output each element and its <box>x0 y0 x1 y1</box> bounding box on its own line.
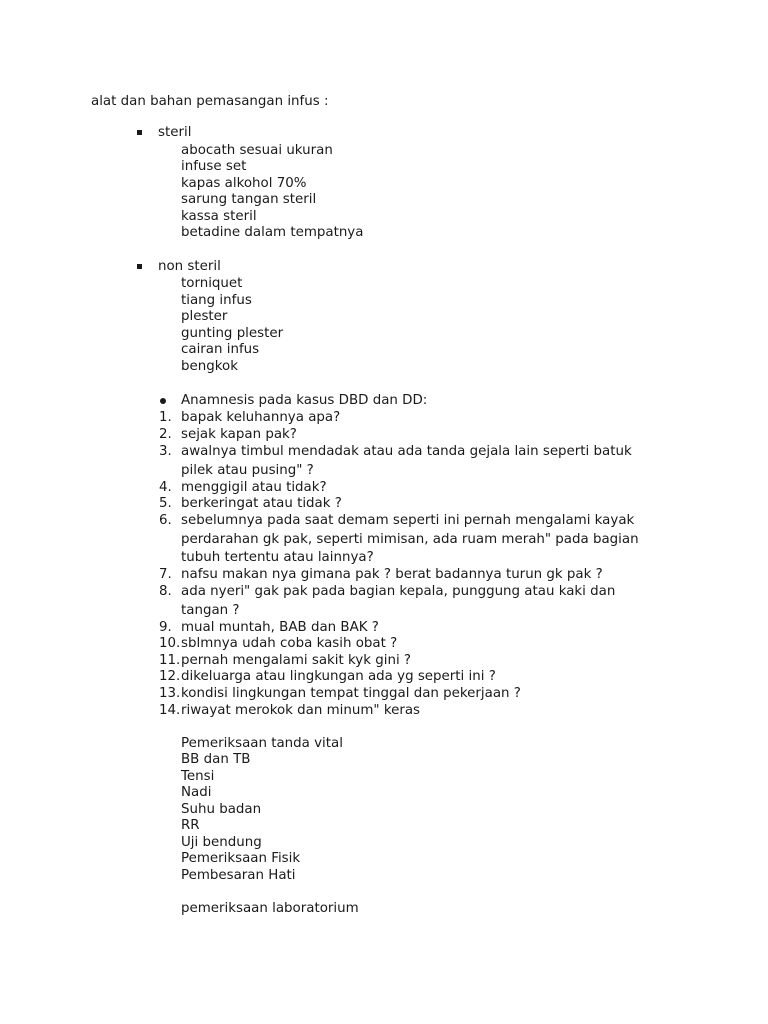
list-number: 13. <box>159 686 181 701</box>
list-item: dikeluarga atau lingkungan ada yg seperti ini ? <box>181 669 496 684</box>
list-number: 5. <box>159 496 172 511</box>
list-item: torniquet <box>181 276 243 291</box>
list-item: bengkok <box>181 359 238 374</box>
list-item: mual muntah, BAB dan BAK ? <box>181 620 379 635</box>
list-item: infuse set <box>181 159 247 174</box>
list-item: sejak kapan pak? <box>181 427 297 442</box>
list-number: 9. <box>159 620 172 635</box>
list-item: awalnya timbul mendadak atau ada tanda gejala lain seperti batuk <box>181 444 632 459</box>
list-item: kondisi lingkungan tempat tinggal dan pekerjaan ? <box>181 686 521 701</box>
list-item-continuation: tangan ? <box>181 603 240 618</box>
list-number: 2. <box>159 427 172 442</box>
non-steril-label: non steril <box>158 259 221 274</box>
vital-title: Pemeriksaan tanda vital <box>181 736 343 751</box>
lab-title: pemeriksaan laboratorium <box>181 901 359 916</box>
list-number: 10. <box>159 636 181 651</box>
list-item: bapak keluhannya apa? <box>181 410 341 425</box>
list-item: abocath sesuai ukuran <box>181 143 333 158</box>
list-item: plester <box>181 309 228 324</box>
list-number: 3. <box>159 444 172 459</box>
list-item: tiang infus <box>181 293 252 308</box>
list-item: kapas alkohol 70% <box>181 176 307 191</box>
list-number: 1. <box>159 410 172 425</box>
list-item: betadine dalam tempatnya <box>181 225 364 240</box>
round-bullet-icon <box>160 398 166 404</box>
list-item: Tensi <box>181 769 215 784</box>
list-item: kassa steril <box>181 209 257 224</box>
list-item: sebelumnya pada saat demam seperti ini pernah mengalami kayak <box>181 513 635 528</box>
list-item-continuation: pilek atau pusing" ? <box>181 463 314 478</box>
list-item-continuation: perdarahan gk pak, seperti mimisan, ada ruam merah" pada bagian <box>181 532 639 547</box>
list-item: sarung tangan steril <box>181 192 317 207</box>
list-item: ada nyeri" gak pak pada bagian kepala, punggung atau kaki dan <box>181 584 616 599</box>
list-item: cairan infus <box>181 342 260 357</box>
list-item: gunting plester <box>181 326 284 341</box>
list-item: Uji bendung <box>181 835 262 850</box>
list-item: berkeringat atau tidak ? <box>181 496 342 511</box>
square-bullet-icon <box>137 264 142 269</box>
list-item: Nadi <box>181 785 212 800</box>
list-item: Pemeriksaan Fisik <box>181 851 301 866</box>
list-number: 11. <box>159 653 181 668</box>
list-number: 14. <box>159 703 181 718</box>
list-item: RR <box>181 818 200 833</box>
list-item: sblmnya udah coba kasih obat ? <box>181 636 398 651</box>
list-item: menggigil atau tidak? <box>181 480 327 495</box>
list-item: nafsu makan nya gimana pak ? berat badannya turun gk pak ? <box>181 567 603 582</box>
document-heading: alat dan bahan pemasangan infus : <box>91 94 329 109</box>
list-item: BB dan TB <box>181 752 251 767</box>
list-number: 8. <box>159 584 172 599</box>
list-number: 7. <box>159 567 172 582</box>
list-item: Suhu badan <box>181 802 262 817</box>
list-number: 4. <box>159 480 172 495</box>
list-item: riwayat merokok dan minum" keras <box>181 703 421 718</box>
list-number: 6. <box>159 513 172 528</box>
anamnesis-label: Anamnesis pada kasus DBD dan DD: <box>181 393 428 408</box>
list-item: Pembesaran Hati <box>181 868 296 883</box>
list-number: 12. <box>159 669 181 684</box>
steril-label: steril <box>158 125 192 140</box>
list-item: pernah mengalami sakit kyk gini ? <box>181 653 412 668</box>
square-bullet-icon <box>137 130 142 135</box>
list-item-continuation: tubuh tertentu atau lainnya? <box>181 550 374 565</box>
